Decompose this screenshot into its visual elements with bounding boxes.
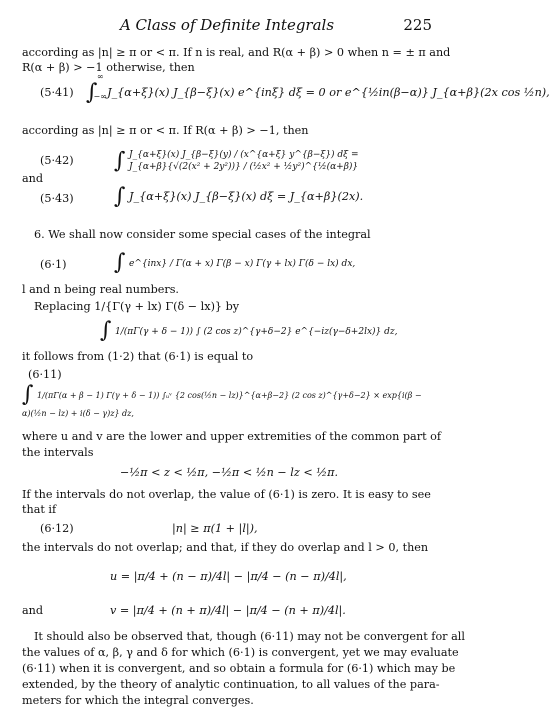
- equation-6-1: [22, 252, 436, 280]
- running-title: A Class of Definite Integrals: [119, 16, 335, 34]
- integral-sign: ∫: [114, 184, 126, 209]
- equation-body: e^{inx} / Γ(α + x) Γ(β − x) Γ(γ + lx) Γ(δ − lx) dx,: [129, 259, 356, 269]
- text-line: meters for which the integral converges.: [22, 694, 254, 707]
- equation-body: J_{α+ξ}(x) J_{β−ξ}(x) dξ = J_{α+β}(2x).: [129, 190, 364, 203]
- equation-6-11: [22, 368, 436, 418]
- text-line: it follows from (1·2) that (6·1) is equal to: [22, 350, 254, 363]
- equation-body: |n| ≥ π(1 + |l|),: [172, 522, 258, 535]
- integral-sign: ∫: [22, 382, 34, 407]
- text-line: and: [22, 172, 44, 185]
- equation-label: (6·12): [40, 522, 74, 535]
- integral-sign: ∫: [86, 80, 98, 105]
- text-line: l and n being real numbers.: [22, 283, 179, 296]
- equation-label: (6·1): [40, 258, 67, 271]
- equation-replacement: [22, 320, 436, 346]
- integral-sign: ∫: [114, 250, 126, 275]
- text-line: according as |n| ≥ π or < π. If R(α + β) > −1, then: [22, 124, 309, 137]
- equation-body: 1/(πΓ(γ + δ − 1)) ∫ (2 cos z)^{γ+δ−2} e^{−iz(γ−δ+2lx)} dz,: [115, 327, 398, 337]
- equation-label: (5·43): [40, 192, 74, 205]
- running-header: [22, 16, 432, 34]
- text-line: It should also be observed that, though (6·11) may not be convergent for all: [34, 630, 465, 643]
- text-line: where u and v are the lower and upper extremities of the common part of: [22, 430, 441, 443]
- equation-body: J_{α+ξ}(x) J_{β−ξ}(y) / (x^{α+ξ} y^{β−ξ}) dξ = J_{α+β}{√(2(x² + 2y²))} / (½x² + ½y²)^{½(α+β)}: [129, 150, 359, 172]
- equation-label: (5·42): [40, 154, 74, 167]
- document-page: A Class of Definite Integrals 225 according as |n| ≥ π or < π. If n is real, and R(α + β) > 0 when n = ± π and R(α + β) > −1 otherwise, then (5·41) $\int_{-\infty}^\infty$ J_{α+ξ}(x) J_{β−ξ}(x) e^{inξ} dξ = 0 or e^{½in(β−α)} J_{α+β}(2x cos ½n), according as |n| ≥ π or < π. If R(α + β) > −1, then (5·42) ∫ J_{α+ξ}(x) J_{β−ξ}(y) / (x^{α+ξ} y^{β−ξ}) dξ = J_{α+β}{√(2(x² + 2y²))} / (½x² + ½y²)^{½(α+β)} and (5·43) ∫ J_{α+ξ}(x) J_{β−ξ}(x) dξ = J_{α+β}(2x). 6. We shall now consider some special cases of the integral (6·1) ∫ e^{inx} / Γ(α + x) Γ(β − x) Γ(γ + lx) Γ(δ − lx) dx, l and n being real numbers. Replacing 1/{Γ(γ + lx) Γ(δ − lx)} by ∫ 1/(πΓ(γ + δ − 1)) ∫ (2 cos z)^{γ+δ−2} e^{−iz(γ−δ+2lx)} dz, it follows from (1·2) that (6·1) is equal to (6·11) ∫ 1/(πΓ(α + β − 1) Γ(γ + δ − 1)) ∫ᵤᵛ {2 cos(½n − lz)}^{α+β−2} (2 cos z)^{γ+δ−2} × exp{i(β − α)(½n − lz) + i(δ − γ)z} dz, where u and v are the lower and upper extremities of the common part of the intervals −½π < z < ½π, −½π < ½n − lz < ½π. If the intervals do not overlap, the value of (6·1) is zero. It is easy to see that if (6·12) |n| ≥ π(1 + |l|), the intervals do not overlap; and that, if they do overlap and l > 0, then u = |π/4 + (n − π)/4l| − |π/4 − (n − π)/4l|, and v = |π/4 + (n + π)/4l| − |π/4 − (n + π)/4l|. It should also be observed that, though (6·11) may not be convergent for all the values of α, β, γ and δ for which (6·1) is convergent, yet we may evaluate (6·11) when it is convergent, and so obtain a formula for (6·1) which may be extended, by the theory of analytic continuation, to all values of the para- meters for which the integral converges.: [22, 16, 550, 707]
- equation-label: (5·41): [40, 86, 74, 99]
- text-line: (6·11) when it is convergent, and so obtain a formula for (6·1) which may be: [22, 662, 456, 675]
- text-line: R(α + β) > −1 otherwise, then: [22, 61, 195, 74]
- section-6-intro: 6. We shall now consider some special cases of the integral: [34, 228, 371, 241]
- text-line: the intervals: [22, 446, 94, 459]
- equation-v: v = |π/4 + (n + π)/4l| − |π/4 − (n + π)/4l|.: [110, 604, 346, 617]
- text-line: according as |n| ≥ π or < π. If n is real, and R(α + β) > 0 when n = ± π and: [22, 46, 451, 59]
- integral-sign: ∫: [114, 148, 126, 174]
- text-line: If the intervals do not overlap, the value of (6·1) is zero. It is easy to see: [22, 488, 431, 501]
- equation-body: 1/(πΓ(α + β − 1) Γ(γ + δ − 1)) ∫ᵤᵛ {2 cos(½n − lz)}^{α+β−2} (2 cos z)^{γ+δ−2} × exp{i(β − α)(½n − lz) + i(δ − γ)z} dz,: [22, 391, 422, 418]
- equation-body: J_{α+ξ}(x) J_{β−ξ}(x) e^{inξ} dξ = 0 or e^{½in(β−α)} J_{α+β}(2x cos ½n),: [107, 86, 550, 99]
- equation-label: (6·11): [28, 368, 62, 381]
- text-line: and: [22, 604, 44, 617]
- equation-u: u = |π/4 + (n − π)/4l| − |π/4 − (n − π)/4l|,: [110, 570, 347, 583]
- page-number: 225: [403, 16, 432, 34]
- equation-intervals: −½π < z < ½π, −½π < ½n − lz < ½π.: [119, 466, 339, 479]
- text-line: Replacing 1/{Γ(γ + lx) Γ(δ − lx)} by: [34, 300, 240, 313]
- integral-sign: ∫: [100, 318, 112, 343]
- text-line: the values of α, β, γ and δ for which (6·1) is convergent, yet we may evaluate: [22, 646, 459, 659]
- text-line: the intervals do not overlap; and that, if they do overlap and l > 0, then: [22, 541, 429, 554]
- text-line: extended, by the theory of analytic continuation, to all values of the para-: [22, 678, 440, 691]
- text-line: that if: [22, 503, 57, 516]
